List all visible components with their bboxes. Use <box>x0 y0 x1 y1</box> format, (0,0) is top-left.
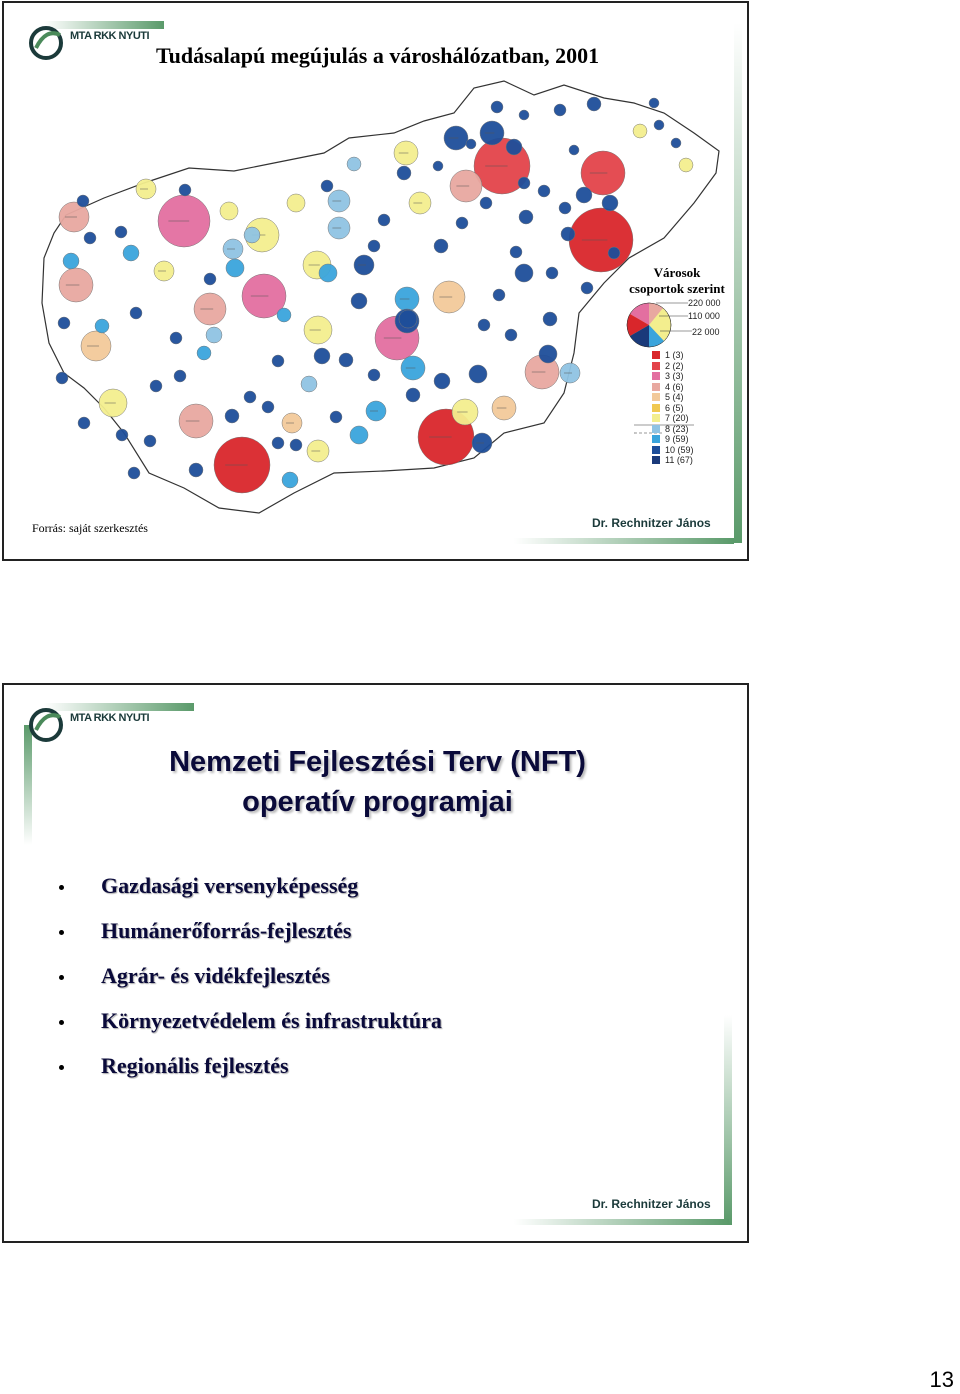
bullet-dot <box>59 885 64 890</box>
legend-swatch <box>652 425 660 433</box>
city-bubble <box>587 97 601 111</box>
city-bubble <box>368 240 380 252</box>
city-bubble <box>321 180 333 192</box>
legend-title-line1: Városok <box>653 265 701 280</box>
logo-icon <box>26 705 66 745</box>
city-bubble <box>77 195 89 207</box>
legend-swatch <box>652 404 660 412</box>
legend-scale-1: 220 000 <box>688 298 721 308</box>
legend-label: 4 (6) <box>665 381 684 392</box>
bullet-dot <box>59 1065 64 1070</box>
logo-text: MTA RKK NYUTI <box>70 30 150 42</box>
city-bubble <box>480 197 492 209</box>
city-bubble <box>569 145 579 155</box>
bullet-list <box>59 873 442 1098</box>
city-bubble <box>174 370 186 382</box>
legend-label: 9 (59) <box>665 434 689 444</box>
city-bubble <box>469 365 487 383</box>
city-bubble <box>478 319 490 331</box>
city-bubble <box>301 376 317 392</box>
city-bubble <box>290 439 302 451</box>
legend-swatch <box>652 383 660 391</box>
city-bubble <box>206 327 222 343</box>
city-bubble <box>58 317 70 329</box>
city-bubble <box>78 417 90 429</box>
city-bubble <box>244 227 260 243</box>
city-bubble <box>130 307 142 319</box>
bullet-item <box>59 873 442 918</box>
city-bubble <box>339 353 353 367</box>
city-bubble <box>220 202 238 220</box>
city-bubble <box>272 437 284 449</box>
country-outline <box>42 81 719 513</box>
legend-label: 7 (20) <box>665 413 689 423</box>
city-bubble <box>225 409 239 423</box>
city-bubble <box>649 98 659 108</box>
city-bubble <box>493 289 505 301</box>
city-bubble <box>515 264 533 282</box>
city-bubble <box>150 380 162 392</box>
city-bubble <box>554 104 566 116</box>
city-bubble <box>128 467 140 479</box>
city-bubble <box>378 214 390 226</box>
bullet-item <box>59 963 442 1008</box>
city-bubble <box>539 345 557 363</box>
city-bubble <box>368 369 380 381</box>
city-bubble <box>510 246 522 258</box>
legend-swatch <box>652 435 660 443</box>
city-bubble <box>434 373 450 389</box>
legend-swatch <box>652 456 660 464</box>
city-bubble <box>204 273 216 285</box>
city-bubble <box>179 184 191 196</box>
city-bubble <box>608 247 620 259</box>
legend-label: 5 (4) <box>665 392 684 402</box>
slide-title-line2: operatív programjai <box>242 786 513 818</box>
legend-scale-2: 110 000 <box>688 311 720 321</box>
bottom-band <box>514 1219 729 1225</box>
city-bubble <box>330 411 342 423</box>
legend-label: 2 (2) <box>665 360 684 371</box>
city-bubble <box>671 138 681 148</box>
city-bubble <box>277 308 291 322</box>
city-bubble <box>654 120 664 130</box>
legend-label: 10 (59) <box>665 444 694 455</box>
city-bubble <box>505 329 517 341</box>
slide-nft <box>2 683 749 1243</box>
right-band <box>724 1015 732 1225</box>
city-bubble <box>170 332 182 344</box>
city-bubble <box>581 282 593 294</box>
legend-scale-3: 22 000 <box>692 327 720 337</box>
city-bubble <box>115 226 127 238</box>
legend-swatch <box>652 372 660 380</box>
city-bubble <box>63 253 79 269</box>
city-bubble <box>351 293 367 309</box>
author: Dr. Rechnitzer János <box>592 516 711 530</box>
bullet-text: Regionális fejlesztés <box>101 1053 289 1078</box>
city-bubble <box>518 177 530 189</box>
city-bubble <box>226 259 244 277</box>
city-bubble <box>633 124 647 138</box>
legend-label: 8 (23) <box>665 423 689 434</box>
bullet-item <box>59 1053 442 1098</box>
legend-swatch <box>652 362 660 370</box>
city-bubble <box>543 312 557 326</box>
legend-label: 3 (3) <box>665 371 684 381</box>
legend-title <box>622 265 732 297</box>
city-bubble <box>576 187 592 203</box>
city-bubble <box>282 472 298 488</box>
city-bubble <box>95 319 109 333</box>
author: Dr. Rechnitzer János <box>592 1197 711 1211</box>
city-bubble <box>559 202 571 214</box>
legend-pie <box>627 303 671 347</box>
city-bubble <box>319 264 337 282</box>
legend-label: 11 (67) <box>665 455 693 465</box>
bullet-item <box>59 1008 442 1053</box>
city-bubble <box>347 157 361 171</box>
bullet-text: Agrár- és vidékfejlesztés <box>101 963 330 988</box>
source-note: Forrás: saját szerkesztés <box>32 521 148 535</box>
bullet-item <box>59 918 442 963</box>
page-number: 13 <box>929 1367 954 1392</box>
city-bubble <box>56 372 68 384</box>
city-bubble <box>314 348 330 364</box>
city-bubble <box>602 195 618 211</box>
bullet-text: Környezetvédelem és infrastruktúra <box>101 1008 442 1033</box>
slide-map <box>2 1 749 561</box>
city-bubble <box>406 388 420 402</box>
bullet-dot <box>59 975 64 980</box>
logo <box>26 705 226 745</box>
city-bubble <box>244 391 256 403</box>
city-bubble <box>519 210 533 224</box>
city-bubble <box>546 267 558 279</box>
city-bubble <box>116 429 128 441</box>
city-bubble <box>491 101 503 113</box>
city-bubble <box>84 232 96 244</box>
city-bubble <box>350 426 368 444</box>
slide-title-line1: Nemzeti Fejlesztési Terv (NFT) <box>169 746 586 778</box>
city-bubble <box>538 185 550 197</box>
city-bubble <box>123 245 139 261</box>
city-bubble <box>272 355 284 367</box>
legend-swatch <box>652 446 660 454</box>
legend-swatch <box>652 351 660 359</box>
slide-title: Tudásalapú megújulás a városhálózatban, 2001 <box>156 43 600 68</box>
city-bubble <box>679 158 693 172</box>
logo-text: MTA RKK NYUTI <box>70 712 150 724</box>
city-bubble <box>519 110 529 120</box>
legend-swatch <box>652 414 660 422</box>
legend-label: 1 (3) <box>665 350 684 360</box>
city-bubble <box>561 227 575 241</box>
bullet-dot <box>59 1020 64 1025</box>
legend-label: 6 (5) <box>665 402 684 413</box>
bullet-dot <box>59 930 64 935</box>
bullet-text: Humánerőforrás-fejlesztés <box>101 918 352 943</box>
city-bubble <box>262 401 274 413</box>
city-bubble <box>144 435 156 447</box>
city-bubble <box>399 310 417 328</box>
legend-swatch <box>652 393 660 401</box>
city-bubble <box>287 194 305 212</box>
city-bubble <box>506 139 522 155</box>
city-bubble <box>456 217 468 229</box>
city-bubble <box>197 346 211 360</box>
city-bubble <box>397 166 411 180</box>
bullet-text: Gazdasági versenyképesség <box>101 873 359 898</box>
city-bubble <box>434 239 448 253</box>
city-bubble <box>189 463 203 477</box>
city-bubble <box>433 161 443 171</box>
city-bubble <box>466 139 476 149</box>
legend-title-line2: csoportok szerint <box>629 281 725 296</box>
